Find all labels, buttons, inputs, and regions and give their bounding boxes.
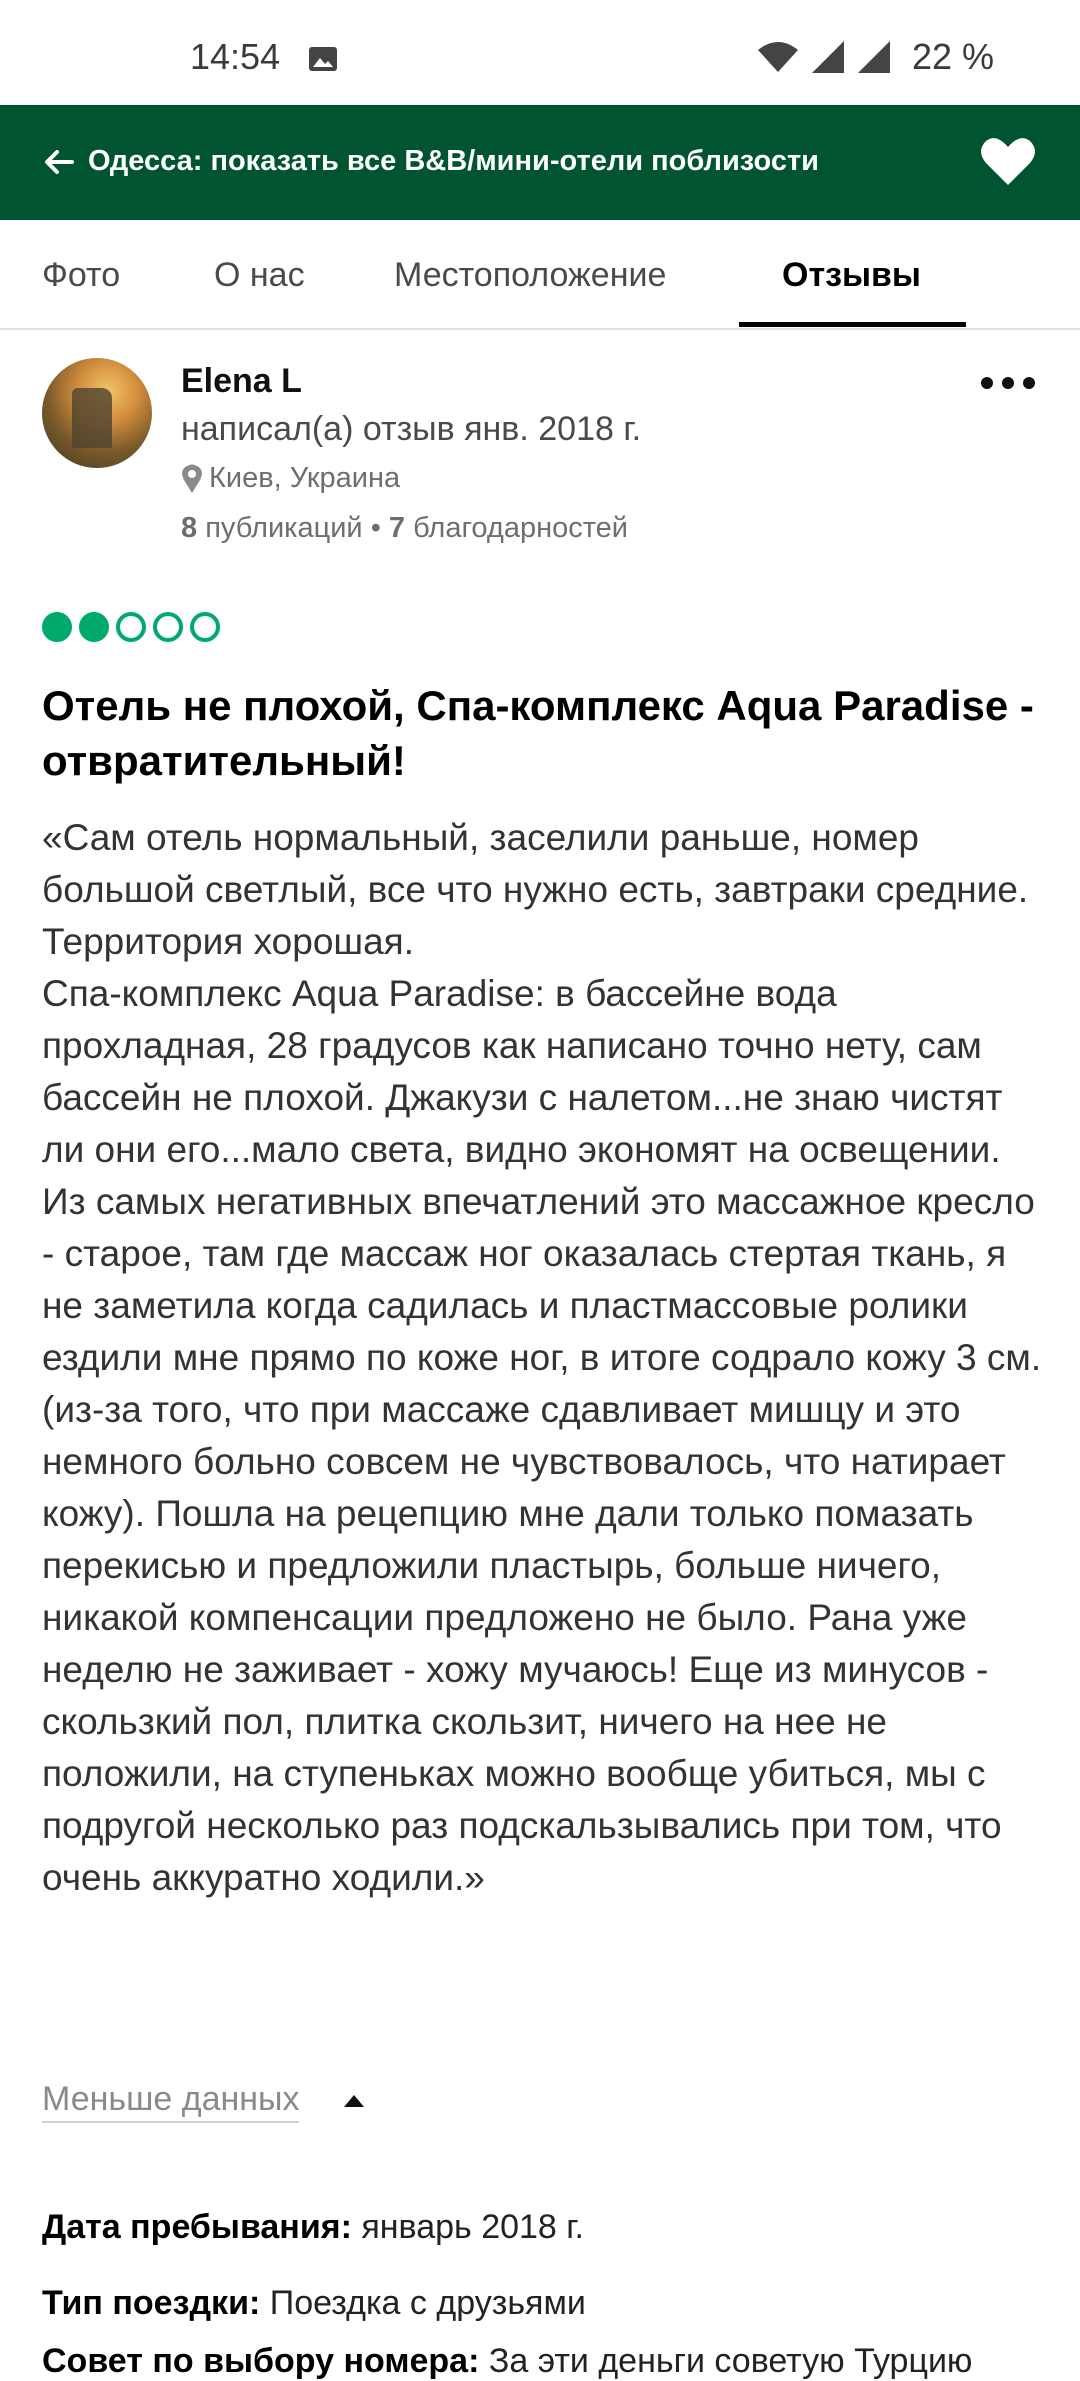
heart-icon[interactable] bbox=[980, 135, 1036, 187]
tab-bar bbox=[0, 220, 1080, 330]
reviewer-name[interactable]: Elena L bbox=[181, 362, 302, 400]
status-time: 14:54 bbox=[190, 36, 281, 77]
status-bar bbox=[0, 0, 1080, 105]
more-options-icon[interactable] bbox=[980, 376, 1036, 390]
signal-icon-2 bbox=[856, 39, 892, 75]
stats-separator: • bbox=[370, 512, 381, 544]
thanks-label: благодарностей bbox=[413, 512, 629, 544]
caret-up-icon[interactable] bbox=[343, 2094, 365, 2108]
room-tip-row bbox=[42, 2342, 972, 2381]
reviewer-stats bbox=[181, 512, 628, 545]
tab-reviews[interactable]: Отзывы bbox=[782, 256, 921, 294]
review-body bbox=[42, 812, 1052, 1904]
status-icons bbox=[756, 36, 994, 78]
header-title[interactable]: Одесса: показать все B&B/мини-отели поблизости bbox=[88, 145, 819, 177]
trip-type-row bbox=[42, 2284, 586, 2323]
tab-about[interactable]: О нас bbox=[214, 256, 305, 294]
wifi-icon bbox=[756, 40, 800, 74]
rating-bubble-filled bbox=[42, 612, 72, 642]
location-text: Киев, Украина bbox=[209, 462, 401, 494]
reviewer-location bbox=[181, 462, 400, 495]
rating-bubble-empty bbox=[116, 612, 146, 642]
stay-date-value: январь 2018 г. bbox=[361, 2208, 584, 2246]
review-paragraph: Спа-комплекс Aqua Paradise: в бассейне вода прохладная, 28 градусов как написано точно нету, сам бассейн не плохой. Джакузи с налетом...не знаю чистят ли они его...мало света, видно экономят на освещении. Из самых негативных впечатлений это массажное кресло - старое, там где массаж ног оказалась стертая ткань, я не заметила когда садилась и пластмассовые ролики ездили мне прямо по коже ног, в итоге содрало кожу 3 см.(из-за того, что при массаже сдавливает мишцу и это немного больно совсем не чувствовалось, что натирает кожу). Пошла на рецепцию мне дали только помазать перекисью и предложили пластырь, больше ничего, никакой компенсации предложено не было. Рана уже неделю не заживает - хожу мучаюсь! Еще из минусов - скользкий пол, плитка скользит, ничего на нее не положили, на ступеньках можно вообще убиться, мы с подругой несколько раз подскальзывались при том, что очень аккуратно ходили.» bbox=[42, 973, 1042, 1898]
signal-icon bbox=[810, 39, 846, 75]
posts-label: публикаций bbox=[205, 512, 363, 544]
image-icon bbox=[308, 46, 338, 72]
stay-date-row bbox=[42, 2208, 584, 2247]
posts-count: 8 bbox=[181, 512, 198, 544]
rating-bubbles bbox=[42, 612, 220, 642]
rating-bubble-empty bbox=[190, 612, 220, 642]
room-tip-label: Совет по выбору номера: bbox=[42, 2342, 480, 2380]
show-less-link[interactable]: Меньше данных bbox=[42, 2080, 299, 2123]
review-title: Отель не плохой, Спа-комплекс Aqua Paradise - отвратительный! bbox=[42, 682, 1034, 784]
active-tab-indicator bbox=[739, 322, 966, 327]
thanks-count: 7 bbox=[388, 512, 406, 544]
avatar[interactable] bbox=[42, 358, 152, 468]
stay-date-label: Дата пребывания: bbox=[42, 2208, 352, 2246]
rating-bubble-filled bbox=[79, 612, 109, 642]
arrow-left-icon[interactable] bbox=[42, 145, 76, 179]
trip-type-value: Поездка с друзьями bbox=[269, 2284, 586, 2322]
header-bar bbox=[0, 105, 1080, 220]
trip-type-label: Тип поездки: bbox=[42, 2284, 261, 2322]
tab-photos[interactable]: Фото bbox=[42, 256, 121, 294]
battery-percent: 22 % bbox=[911, 36, 994, 77]
room-tip-value: За эти деньги советую Турцию bbox=[488, 2342, 973, 2380]
tab-location[interactable]: Местоположение bbox=[394, 256, 667, 294]
review-date: написал(а) отзыв янв. 2018 г. bbox=[181, 410, 642, 448]
review-paragraph: «Сам отель нормальный, заселили раньше, номер большой светлый, все что нужно есть, завтраки средние. Территория хорошая. bbox=[42, 817, 1029, 962]
location-pin-icon bbox=[181, 464, 203, 494]
rating-bubble-empty bbox=[153, 612, 183, 642]
